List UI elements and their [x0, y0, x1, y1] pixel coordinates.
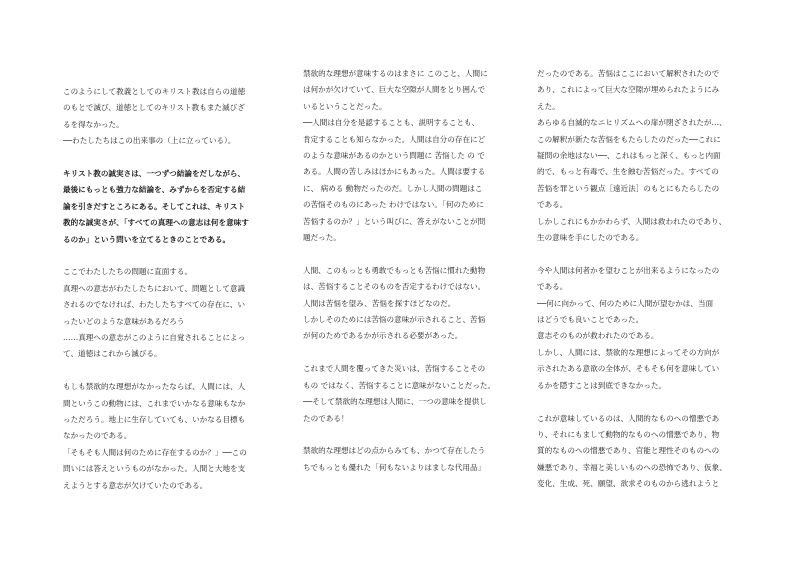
paragraph-gap: [63, 363, 271, 379]
text-line: 論を引きだすところにある。そしてこれは、キリスト: [63, 201, 246, 211]
text-line: もの ではなく、苦悩することに意味がないことだった。: [303, 380, 496, 390]
paragraph-gap: [63, 150, 271, 166]
paragraph: [537, 263, 745, 394]
paragraph-gap: [303, 427, 511, 443]
text-line: のもとで滅び、道徳としてのキリスト教もまた滅びざ: [63, 103, 245, 113]
text-line: えようとする意志が欠けていたのである。: [63, 480, 208, 490]
text-line: ……真理への意志がこのように自覚されることによっ: [63, 333, 246, 343]
text-line: もしも禁欲的な理想がなかったならば、人間には、人: [63, 382, 246, 392]
text-line: だったのである。苦悩はここにおいて解釈されたので: [537, 69, 720, 78]
text-line: るを得なかった。: [63, 119, 124, 129]
text-line: 示されたある意欲の全体が、そもそも何を意味してい: [537, 364, 720, 374]
text-line: ある。人間の苦しみはほかにもあった。人間は要する: [303, 167, 486, 177]
text-line: 問いには答えというものがなかった。人間と大地を支: [63, 464, 246, 474]
paragraph: [537, 411, 745, 493]
text-column-2: [303, 66, 511, 476]
text-line: 質的なものへの憎悪であり、官能と理性そのものへの: [537, 446, 720, 456]
text-column-1: [63, 84, 271, 494]
text-line: 真理への意志がわたしたちにおいて、問題として意識: [63, 283, 246, 293]
text-line: 苦悩を罪という観点［遠近法］のもとにもたらしたの: [537, 183, 720, 193]
text-line: されるのでなければ、わたしたちすべての存在に、い: [63, 300, 246, 310]
paragraph: [303, 361, 511, 427]
text-line: は、苦悩することそのものを否定するわけではない。: [303, 282, 486, 292]
text-line: 意志そのものが救われたのである。: [537, 331, 659, 341]
text-line: 人間は苦悩を望み、苦悩を探すほどなのだ。: [303, 298, 456, 308]
text-line: 「そもそも人間は何のために存在するのか？」──この: [63, 447, 247, 457]
text-line: ──何に向かって、何のために人間が望むかは、当面: [537, 298, 714, 308]
text-line: に、 病める 動物だったのだ。しかし人間の問題はこ: [303, 183, 483, 193]
text-line: 的で、もっと有毒で、生を蝕む苦悩だった。すべての: [537, 167, 719, 177]
text-line: 教的な誠実さが、「すべての真理への意志は何を意味す: [63, 218, 249, 228]
text-line: ──そして禁欲的な理想は人間に、一つの意味を提供し: [303, 397, 487, 407]
text-column-3: [537, 66, 745, 493]
paragraph: [303, 66, 511, 246]
text-line: て、道徳はこれから滅びる。: [63, 349, 162, 359]
text-line: 禁欲的な理想が意味するのはまさに このこと、人間に: [303, 69, 488, 78]
paragraph-gap: [537, 246, 745, 262]
text-line: り、それにもまして動物的なものへの憎悪であり、物: [537, 429, 720, 439]
text-line: が何のためであるかが示される必要があった。: [303, 331, 463, 341]
text-line: るかを隠すことは到底できなかった。: [537, 380, 667, 390]
text-line: 人間、このもっとも勇敢でもっとも苦悩に慣れた動物: [303, 265, 486, 275]
text-line: しかしそのためには苦悩の意味が示されること、苦悩: [303, 315, 486, 325]
paragraph: [537, 66, 745, 246]
text-line: 間というこの動物には、これまでいかなる意味もなか: [63, 398, 246, 408]
paragraph-gap: [63, 248, 271, 264]
text-line: いるということだった。: [303, 101, 387, 111]
text-line: 禁欲的な理想はどの点からみても、かつて存在したう: [303, 446, 486, 456]
text-line: 苦悩するのか？」という叫びに、答えがないことが問: [303, 216, 486, 226]
text-line: キリスト教の誠実さは、一つずつ結論をだしながら、: [63, 169, 246, 179]
text-line: あらゆる自滅的なニヒリズムへの扉が閉ざされたが…、: [537, 118, 727, 128]
paragraph-gap: [303, 246, 511, 262]
text-line: 今や人間は何者かを望むことが出来るようになったの: [537, 265, 720, 275]
paragraph: [63, 166, 271, 248]
text-line: である。: [537, 282, 568, 292]
text-line: このようにして教義としてのキリスト教は自らの道徳: [63, 87, 246, 96]
text-line: 肯定することも知らなかった。人間は自分の存在にど: [303, 134, 486, 144]
text-line: しかし、人間には、禁欲的な理想によってその方向が: [537, 347, 720, 357]
text-line: はどうでも良いことであった。: [537, 315, 644, 325]
text-line: ──人間は自分を是認することも、説明することも、: [303, 118, 480, 128]
text-line: これが意味しているのは、人間的なものへの憎悪であ: [537, 413, 720, 423]
paragraph: [63, 84, 271, 150]
text-line: は何かが欠けていて、巨大な空隙が人間をとり囲んで: [303, 85, 486, 95]
text-line: これまで人間を覆ってきた災いは、苦悩することその: [303, 364, 486, 374]
text-line: 嫌悪であり、幸福と美しいものへの恐怖であり、仮象、: [537, 462, 727, 472]
text-line: 変化、生成、死、願望、欲求そのものから逃れようと: [537, 479, 720, 489]
text-line: なかったのである。: [63, 431, 132, 441]
paragraph-gap: [537, 394, 745, 410]
paragraph-gap: [303, 345, 511, 361]
paragraph: [63, 379, 271, 494]
text-line: ここでわたしたちの問題に直面する。: [63, 267, 193, 277]
text-line: ったいどのような意味があるだろう: [63, 316, 185, 326]
text-line: たのである！: [303, 413, 349, 423]
text-line: ──わたしたちはこの出来事の（上に立っている）。: [63, 136, 236, 146]
text-line: 疑問の余地はない──、これはもっと深く、もっと内面: [537, 151, 721, 161]
text-line: この解釈が新たな苦悩をもたらしたのだった──これに: [537, 134, 721, 144]
text-line: 生の意味を手にしたのである。: [537, 233, 644, 243]
text-line: の苦悩そのものにあった わけではない。「何のために: [303, 200, 484, 210]
paragraph: [303, 443, 511, 476]
text-line: えた。: [537, 101, 560, 111]
text-line: あり、これによって巨大な空隙が埋められたようにみ: [537, 85, 720, 95]
text-line: るのか」という問いを立てるときのことである。: [63, 234, 231, 244]
text-line: 最後にもっとも強力な結論を、みずからを否定する結: [63, 185, 246, 195]
text-line: 題だった。: [303, 233, 341, 243]
text-line: っただろう。地上に生存していても、いかなる目標も: [63, 415, 246, 425]
text-line: である。: [537, 200, 568, 210]
paragraph: [303, 263, 511, 345]
text-line: しかしこれにもかかわらず、人間は救われたのであり、: [537, 216, 727, 226]
text-line: ちでもっとも優れた「何もないよりはましな代用品」: [303, 462, 486, 472]
text-line: のような意味があるのかという問題に 苦悩した の で: [303, 151, 485, 161]
paragraph: [63, 264, 271, 362]
